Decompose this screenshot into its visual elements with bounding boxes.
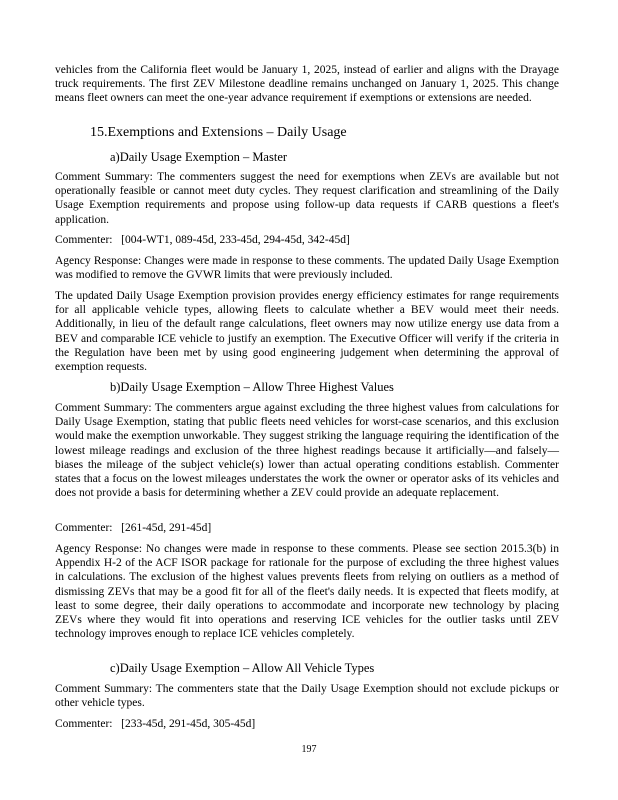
subsection-b-comment-summary: Comment Summary: The commenters argue against excluding the three highest values from calculations for Daily Usage Exemption, stating that public fleets need vehicles for worst-case scenarios, and this exclusion would make the exemption unworkable. They suggest striking the language requiring the identification of the lowest mileage readings and exclusion of the three highest readings because it artificially—and falsely—biases the mileage of the subject vehicle(s) lower than actual operating conditions establish. Commenter states that a focus on the lowest mileages understates the work the owner or operator asks of its vehicles and does not provide a basis for determining whether a ZEV could provide an adequate replacement.: [55, 402, 559, 500]
subsection-b-agency-response: Agency Response: No changes were made in response to these comments. Please see section 2015.3(b) in Appendix H-2 of the ACF ISOR package for rationale for the purpose of excluding the three highest values in calculations. The exclusion of the highest values prevents fleets from relying on outliers as a method of dismissing ZEVs that may be a good fit for all of the fleet's daily needs. It is expected that fleets modify, at least to some degree, their daily operations to accommodate and incorporate new technology by placing ZEVs where they would fit into operations and reserving ICE vehicles for the outlier tasks until ZEV technology improves enough to replace ICE vehicles completely.: [55, 543, 559, 641]
subsection-a-commenter: Commenter: [004-WT1, 089-45d, 233-45d, 294-45d, 342-45d]: [55, 234, 350, 246]
subsection-a-heading: a)Daily Usage Exemption – Master: [110, 150, 288, 164]
subsection-c-commenter: Commenter: [233-45d, 291-45d, 305-45d]: [55, 718, 256, 730]
page-number: 197: [301, 744, 317, 755]
intro-paragraph: vehicles from the California fleet would be January 1, 2025, instead of earlier and aligns with the Drayage truck requirements. The first ZEV Milestone deadline remains unchanged on January 1, 2025. This change means fleet owners can meet the one-year advance requirement if exemptions or extensions are needed.: [55, 64, 559, 105]
section-heading: 15.Exemptions and Extensions – Daily Usage: [90, 125, 347, 140]
subsection-a-response-detail: The updated Daily Usage Exemption provision provides energy efficiency estimates for range requirements for all applicable vehicle types, allowing fleets to calculate whether a BEV would meet their needs. Additionally, in lieu of the default range calculations, fleet owners may now utilize energy use data from a BEV and comparable ICE vehicle to justify an exemption. The Executive Officer will verify if the criteria in the Regulation have been met by using good engineering judgement when determining the approval of exemption requests.: [55, 290, 559, 374]
subsection-a-agency-response: Agency Response: Changes were made in response to these comments. The updated Daily Usage Exemption was modified to remove the GVWR limits that were previously included.: [55, 255, 559, 282]
subsection-b-commenter: Commenter: [261-45d, 291-45d]: [55, 522, 212, 534]
subsection-c-comment-summary: Comment Summary: The commenters state that the Daily Usage Exemption should not exclude pickups or other vehicle types.: [55, 683, 559, 710]
subsection-a-comment-summary: Comment Summary: The commenters suggest the need for exemptions when ZEVs are available but not operationally feasible or cannot meet duty cycles. They request clarification and streamlining of the Daily Usage Exemption requirements and propose using follow-up data requests if CARB questions a fleet's application.: [55, 171, 559, 226]
subsection-b-heading: b)Daily Usage Exemption – Allow Three Highest Values: [110, 380, 394, 394]
subsection-c-heading: c)Daily Usage Exemption – Allow All Vehicle Types: [110, 661, 375, 675]
